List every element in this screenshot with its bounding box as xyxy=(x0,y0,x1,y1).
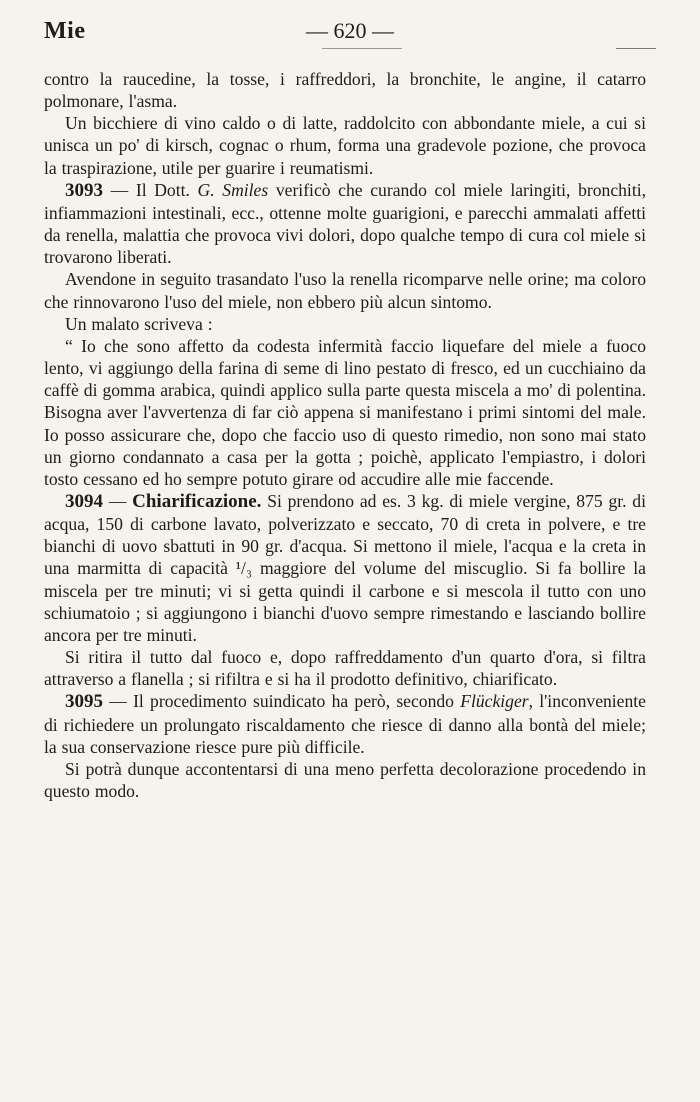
paragraph-8 xyxy=(44,646,646,690)
header-rule-center xyxy=(322,48,402,49)
body-text xyxy=(44,68,646,802)
paragraph-text: “ Io che sono affetto da codesta infermità faccio liquefare del miele a fuoco lento, vi aggiungo della farina di seme di lino pestato di fresco, ed un cucchiaino da caffè di gomma arabica, quindi applico sulla parte questa miscela a mo' di polentina. Bisogna aver l'avvertenza di far ciò appena si manifestano i primi sintomi del male. Io posso assicurare che, dopo che faccio uso di questo rimedio, non sono mai stato un giorno condannato a casa per la gotta ; poichè, applicato l'empiastro, i dolori tosto cessano ed ho sempre potuto girare od accudire alle mie faccende. xyxy=(44,335,646,489)
section-3093 xyxy=(44,179,646,269)
paragraph-text: Si potrà dunque accontentarsi di una meno perfetta decolorazione procedendo in questo modo. xyxy=(44,758,646,801)
header-rule-right xyxy=(616,48,656,49)
paragraph-text: Si ritira il tutto dal fuoco e, dopo raffreddamento d'un quarto d'ora, si filtra attraverso a flanella ; si rifiltra e si ha il prodotto definitivo, chiarificato. xyxy=(44,647,646,690)
paragraph-5 xyxy=(44,313,646,335)
quotation xyxy=(44,335,646,490)
paragraph-text: Un bicchiere di vino caldo o di latte, raddolcito con abbondante miele, a cui si unisca un po' di kirsch, cognac o rhum, forma una gradevole pozione, che provoca la traspirazione, utile per guarire i reumatismi. xyxy=(44,113,646,178)
paragraph-lead: — Il Dott. xyxy=(103,179,198,200)
paragraph-1 xyxy=(44,68,646,112)
paragraph-4 xyxy=(44,268,646,312)
paragraph-text: verificò che curando col miele laringiti, bronchiti, infiammazioni intestinali, ecc., ottenne molte guarigioni, e parecchi ammalati affetti da renella, malattia che provoca vivi dolori, dopo qualche tempo di cura col miele si trovarono liberati. xyxy=(44,179,646,268)
person-name: Flückiger xyxy=(460,691,529,712)
person-name: G. Smiles xyxy=(197,179,269,200)
section-number: 3093 xyxy=(65,179,103,201)
page-number: — 620 — xyxy=(306,18,394,43)
paragraph-text: Si prendono ad es. 3 kg. di miele vergine, 875 gr. di acqua, 150 di carbone lavato, polverizzato e seccato, 70 di creta in polvere, e tre bianchi di uovo sbattuti in 90 gr. d'acqua. Si mettono il miele, l'acqua e la creta in una marmitta di capacità ¹/₃ maggiore del volume del miscuglio. Si fa bollire la miscela per tre minuti; vi si getta quindi il carbone e si mescola il tutto con uno schiumatoio ; si aggiungono i bianchi d'uovo sempre rimestando e lasciando bollire ancora per tre minuti. xyxy=(44,490,646,645)
section-3095 xyxy=(44,690,646,757)
paragraph-text: contro la raucedine, la tosse, i raffreddori, la bronchite, le angine, il catarro polmonare, l'asma. xyxy=(44,69,646,112)
section-heading: Chiarificazione. xyxy=(132,490,262,512)
paragraph-lead: — Il procedimento suindicato ha però, secondo xyxy=(103,691,461,712)
paragraph-lead: — xyxy=(103,490,133,511)
page-header xyxy=(44,14,656,50)
paragraph-text: Un malato scriveva : xyxy=(65,313,213,334)
paragraph-text: , l'inconveniente di richiedere un prolungato riscaldamento che riesce di danno alla bontà del miele; la sua conservazione riesce pure più difficile. xyxy=(44,691,646,757)
section-3094 xyxy=(44,490,646,646)
paragraph-2 xyxy=(44,112,646,178)
paragraph-text: Avendone in seguito trasandato l'uso la renella ricomparve nelle orine; ma coloro che rinnovarono l'uso del miele, non ebbero più alcun sintomo. xyxy=(44,269,646,312)
section-number: 3095 xyxy=(65,691,103,713)
running-head: Mie xyxy=(44,18,86,44)
paragraph-10 xyxy=(44,758,646,802)
section-number: 3094 xyxy=(65,490,103,512)
